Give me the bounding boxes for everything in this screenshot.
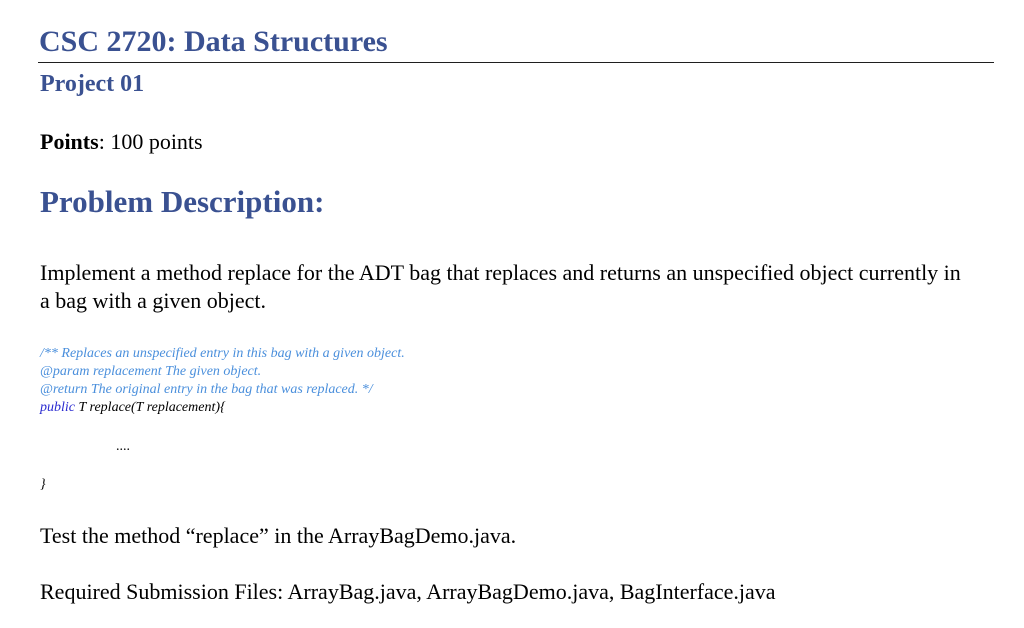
submission-files: Required Submission Files: ArrayBag.java, ArrayBagDemo.java, BagInterface.java: [40, 579, 776, 604]
code-signature-rest: T replace(T replacement){: [75, 400, 226, 415]
points-line: [40, 128, 203, 156]
code-body-placeholder: ....: [116, 439, 130, 454]
title-divider: [38, 62, 994, 63]
test-instruction: Test the method “replace” in the ArrayBagDemo.java.: [40, 523, 517, 548]
points-value: 100 points: [104, 129, 203, 154]
problem-description-text: Implement a method replace for the ADT bag that replaces and returns an unspecified object currently in a bag with a given object.: [40, 260, 961, 313]
code-method-signature: [40, 399, 405, 417]
problem-description-heading: Problem Description:: [40, 184, 325, 219]
code-comment-line: @return The original entry in the bag that was replaced. */: [40, 382, 373, 397]
code-snippet: [40, 345, 405, 417]
code-keyword-public: public: [40, 400, 75, 415]
project-subtitle: Project 01: [40, 71, 145, 97]
code-comment-line: /** Replaces an unspecified entry in this bag with a given object.: [40, 346, 405, 361]
points-label: Points: [40, 129, 99, 154]
code-closing-brace: }: [40, 477, 46, 492]
course-title: CSC 2720: Data Structures: [39, 25, 388, 58]
points-separator: :: [98, 129, 105, 154]
code-comment-line: @param replacement The given object.: [40, 364, 262, 379]
